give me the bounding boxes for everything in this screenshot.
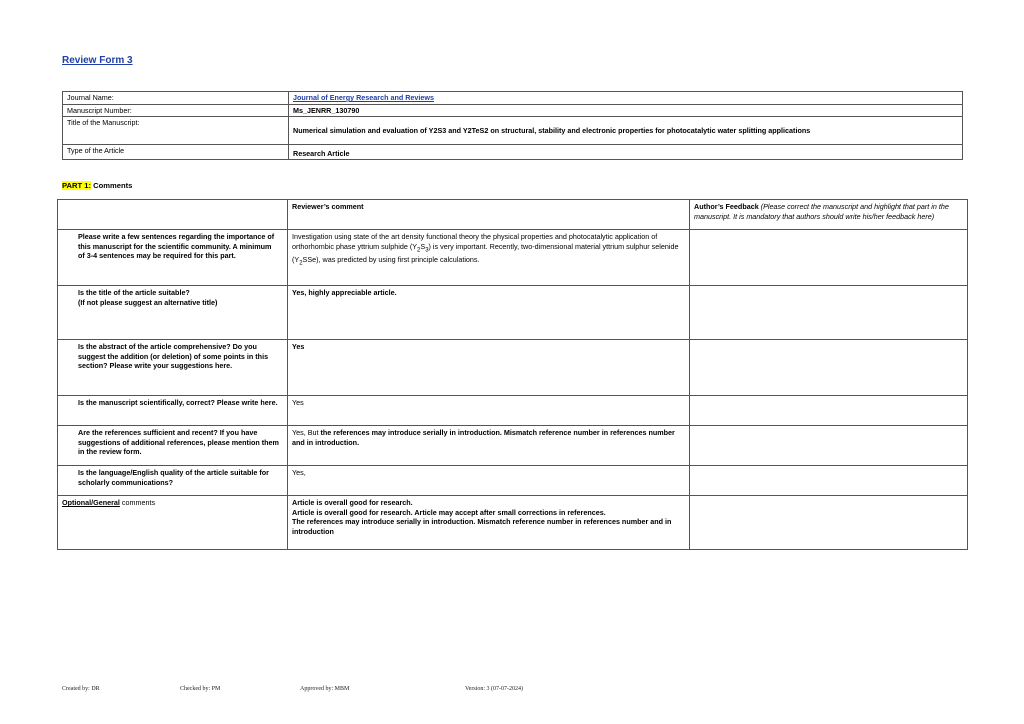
comment-text: ) is very important. Recently, two-dimensional material yttrium sulphur selenide (Y [292,241,679,265]
author-feedback-cell[interactable] [690,340,968,396]
author-feedback-cell[interactable] [690,286,968,340]
table-row [58,340,968,396]
journal-label: Journal Name: [63,92,289,105]
manuscript-number-row [63,104,963,117]
footer-created: Created by: DR [62,686,100,692]
part-heading [62,181,132,190]
type-value: Research Article [289,145,963,160]
comment-text: SSe), was predicted by using first principle calculations. [302,255,480,265]
part-title: Comments [93,181,133,190]
reviewer-comment-abstract: Yes [288,340,690,396]
author-feedback-cell[interactable] [690,396,968,426]
author-feedback-instructions: (Please correct the manuscript and highlight that part in the manuscript. It is mandatory that authors should write his/her feedback here) [694,202,949,221]
author-feedback-cell[interactable] [690,496,968,550]
reviewer-comment-references [288,426,690,466]
question-scientific: Is the manuscript scientifically, correct? Please write here. [58,396,288,426]
comment-text: Investigation using state of the art density functional theory the physical properties and photocatalytic application of orthorhombic phase yttrium sulphide (Y [292,232,658,251]
comments-table [57,199,968,550]
comments-header-row [58,200,968,230]
reviewer-comment-title: Yes, highly appreciable article. [288,286,690,340]
journal-row [63,92,963,105]
question-abstract: Is the abstract of the article comprehensive? Do you suggest the addition (or deletion) of some points in this section? Please write your suggestions here. [58,340,288,396]
optional-label-underlined: Optional/General [62,498,120,507]
comment-text: S [420,241,426,251]
optional-comments-label [58,496,288,550]
comment-text-bold: the references may introduce serially in introduction. Mismatch reference number in references number and in introduction. [292,428,675,447]
title-row [63,117,963,145]
footer-version: Version: 3 (07-07-2024) [465,686,523,692]
optional-label-rest: comments [119,498,156,507]
question-language: Is the language/English quality of the article suitable for scholarly communications? [58,466,288,496]
reviewer-comment-scientific: Yes [288,396,690,426]
title-value: Numerical simulation and evaluation of Y2S3 and Y2TeS2 on structural, stability and electronic properties for photocatalytic water splitting applications [289,117,963,145]
table-row [58,426,968,466]
manuscript-info-table [62,91,963,160]
type-row [63,145,963,160]
optional-comments-text: Article is overall good for research. Article is overall good for research. Article may accept after small corrections in references. The references may introduce serially in introduction. Mismatch reference number in references number and in introduction [288,496,690,550]
table-row [58,466,968,496]
journal-link[interactable]: Journal of Energy Research and Reviews [293,93,435,102]
question-importance: Please write a few sentences regarding the importance of this manuscript for the scientific community. A minimum of 3-4 sentences may be required for this part. [58,230,288,286]
reviewer-comment-header: Reviewer’s comment [288,200,690,230]
subscript: 3 [425,246,429,253]
comment-text: Yes, But [292,428,321,437]
author-feedback-cell[interactable] [690,466,968,496]
subscript: 2 [299,260,303,267]
table-row [58,286,968,340]
question-references: Are the references sufficient and recent? If you have suggestions of additional references, please mention them in the review form. [58,426,288,466]
manuscript-number-label: Manuscript Number: [63,104,289,117]
author-feedback-cell[interactable] [690,230,968,286]
title-label: Title of the Manuscript: [63,117,289,145]
footer-checked: Checked by: PM [180,686,221,692]
manuscript-number-value: Ms_JENRR_130790 [289,104,963,117]
part-label: PART 1: [62,181,91,190]
table-row [58,230,968,286]
reviewer-comment-importance [288,230,690,286]
empty-header-cell [58,200,288,230]
reviewer-comment-language: Yes, [288,466,690,496]
table-row [58,396,968,426]
subscript: 2 [417,246,421,253]
form-title: Review Form 3 [62,55,133,66]
table-row [58,496,968,550]
author-feedback-cell[interactable] [690,426,968,466]
type-label: Type of the Article [63,145,289,160]
author-feedback-title: Author’s Feedback [694,202,759,211]
question-title: Is the title of the article suitable? (If not please suggest an alternative title) [58,286,288,340]
author-feedback-header [690,200,968,230]
footer-approved: Approved by: MBM [300,686,350,692]
